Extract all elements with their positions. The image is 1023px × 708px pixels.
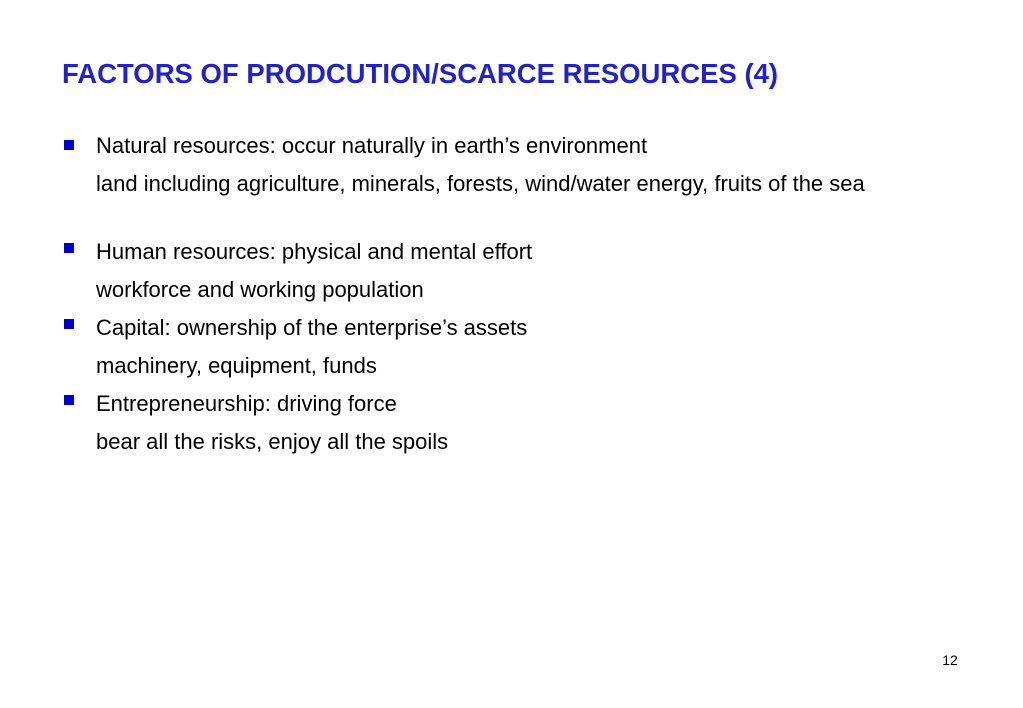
page-number: 12: [942, 652, 958, 668]
square-bullet-icon: [64, 319, 74, 329]
bullet-heading: Natural resources: occur naturally in earth’s environment: [96, 133, 648, 158]
square-bullet-icon: [64, 395, 74, 405]
bullet-detail: bear all the risks, enjoy all the spoils: [96, 429, 449, 454]
square-bullet-icon: [64, 243, 74, 253]
bullet-heading: Capital: ownership of the enterprise’s assets: [96, 315, 528, 340]
bullet-heading: Entrepreneurship: driving force: [96, 391, 397, 416]
square-bullet-icon: [64, 140, 74, 150]
bullet-detail: land including agriculture, minerals, forests, wind/water energy, fruits of the sea: [96, 171, 865, 196]
slide-title: FACTORS OF PRODCUTION/SCARCE RESOURCES (4): [62, 58, 779, 89]
bullet-heading: Human resources: physical and mental effort: [96, 239, 533, 264]
bullet-detail: workforce and working population: [96, 277, 424, 302]
bullet-detail: machinery, equipment, funds: [96, 353, 377, 378]
